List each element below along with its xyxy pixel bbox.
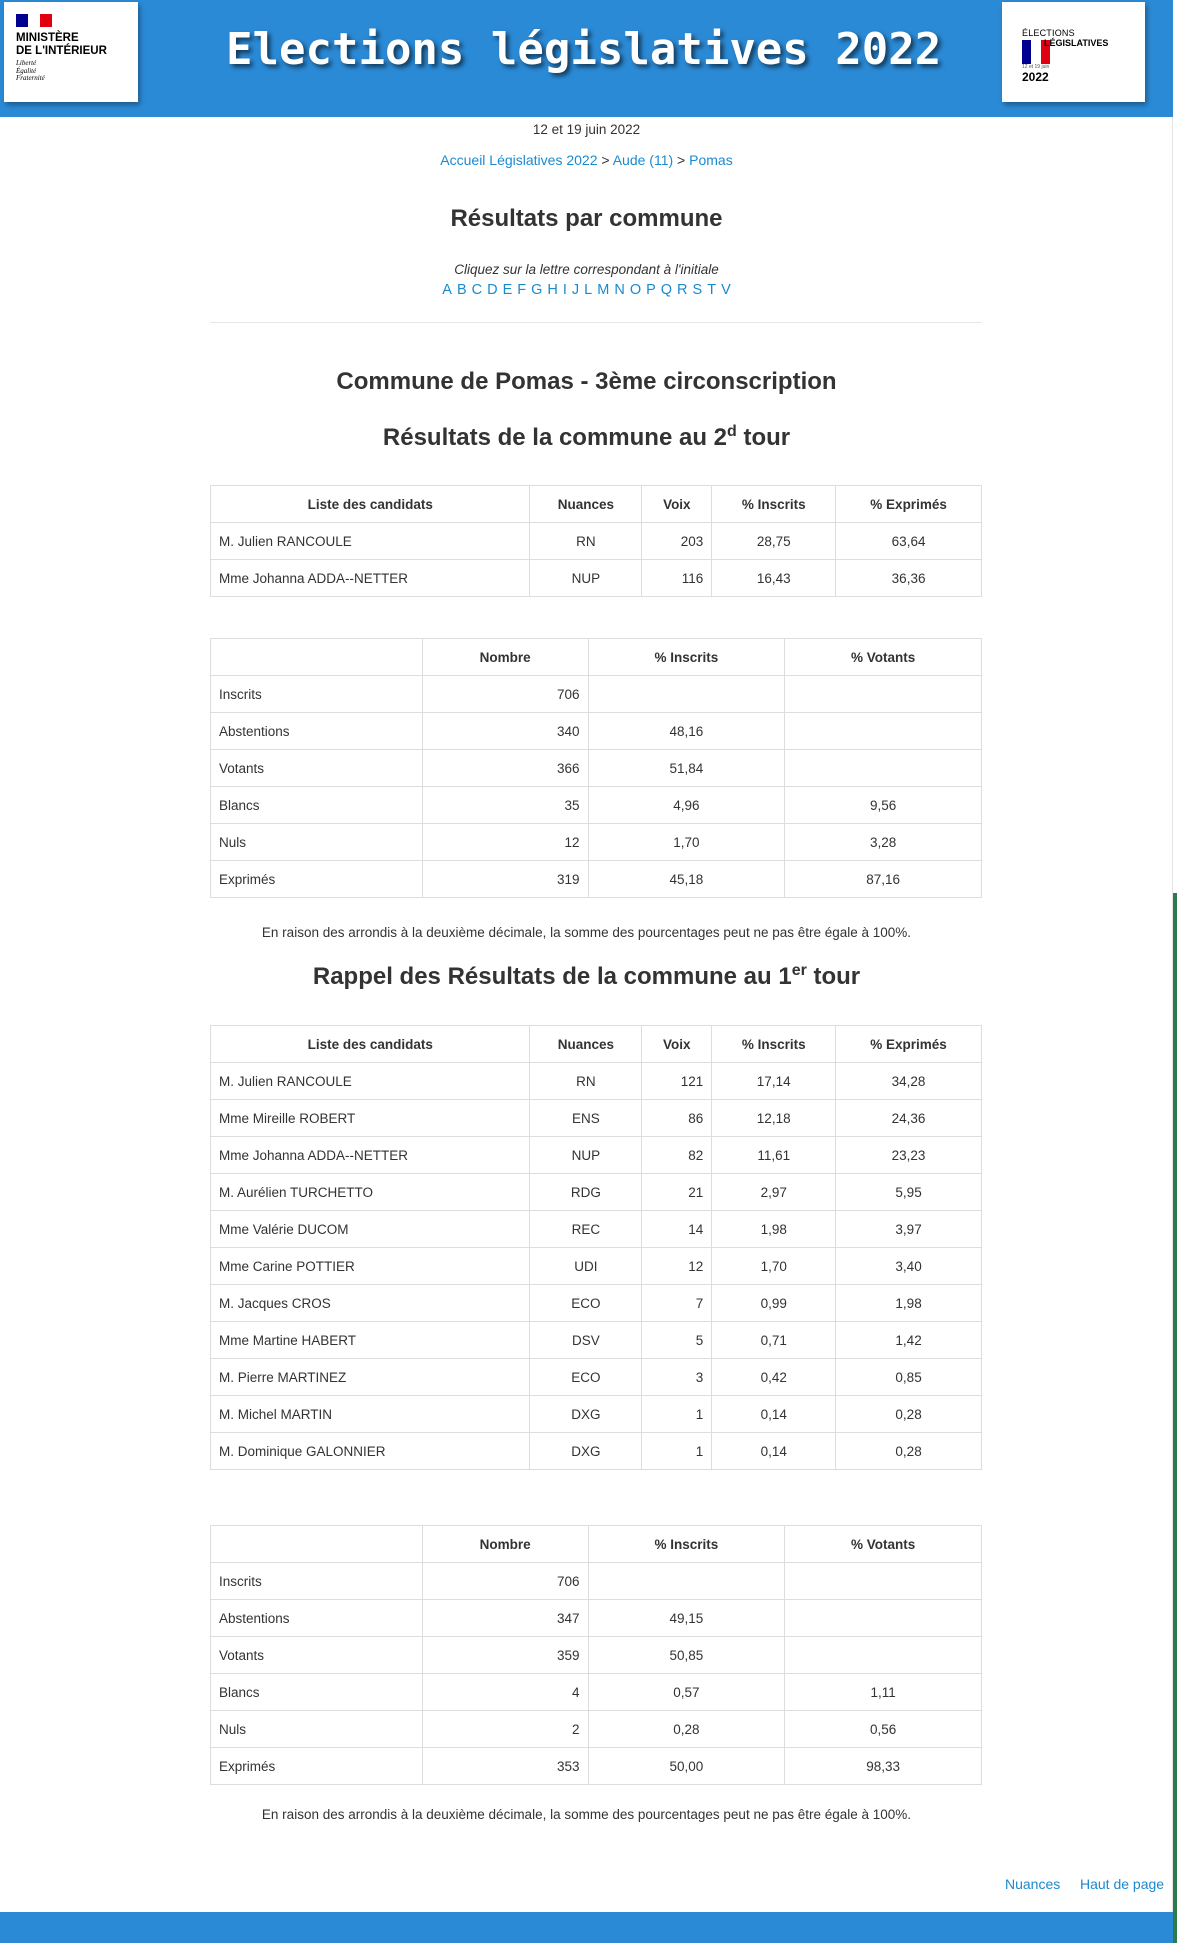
letter-link-h[interactable]: H bbox=[547, 282, 558, 298]
letter-link-c[interactable]: C bbox=[471, 282, 483, 298]
candidate-pct-exprimes: 0,28 bbox=[836, 1433, 982, 1470]
stat-pct-inscrits: 49,15 bbox=[588, 1600, 785, 1637]
candidate-pct-exprimes: 34,28 bbox=[836, 1063, 982, 1100]
tour1-candidates-table bbox=[210, 1025, 982, 1470]
column-header: Liste des candidats bbox=[211, 1026, 530, 1063]
candidate-pct-inscrits: 0,99 bbox=[712, 1285, 836, 1322]
candidate-row bbox=[211, 1211, 982, 1248]
stat-pct-votants: 1,11 bbox=[785, 1674, 982, 1711]
stat-label: Blancs bbox=[211, 1674, 423, 1711]
candidate-pct-exprimes: 23,23 bbox=[836, 1137, 982, 1174]
ministere-line1: MINISTÈRE bbox=[16, 32, 79, 44]
letter-link-f[interactable]: F bbox=[517, 282, 527, 298]
stat-nombre: 2 bbox=[422, 1711, 588, 1748]
candidate-nuance: ECO bbox=[530, 1285, 642, 1322]
stat-pct-inscrits: 50,00 bbox=[588, 1748, 785, 1785]
candidate-pct-exprimes: 3,40 bbox=[836, 1248, 982, 1285]
table-header-row bbox=[211, 486, 982, 523]
candidate-name: M. Dominique GALONNIER bbox=[211, 1433, 530, 1470]
candidate-name: M. Jacques CROS bbox=[211, 1285, 530, 1322]
candidate-nuance: DXG bbox=[530, 1396, 642, 1433]
stat-label: Abstentions bbox=[211, 713, 423, 750]
candidate-name: M. Julien RANCOULE bbox=[211, 523, 530, 560]
tour2-candidates-table bbox=[210, 485, 982, 597]
elections-logo-date: 12 et 19 juin bbox=[1022, 64, 1050, 70]
breadcrumb-dept[interactable]: Aude (11) bbox=[612, 152, 674, 168]
candidate-row bbox=[211, 1174, 982, 1211]
column-header: % Votants bbox=[785, 1526, 982, 1563]
elections-logo-year: 2022 bbox=[1022, 70, 1049, 84]
stat-pct-votants bbox=[785, 1637, 982, 1674]
stat-pct-inscrits: 51,84 bbox=[588, 750, 785, 787]
stat-row bbox=[211, 1600, 982, 1637]
stat-pct-inscrits: 4,96 bbox=[588, 787, 785, 824]
stat-row bbox=[211, 1711, 982, 1748]
letter-link-d[interactable]: D bbox=[487, 282, 498, 298]
letter-link-g[interactable]: G bbox=[531, 282, 543, 298]
candidate-nuance: DXG bbox=[530, 1433, 642, 1470]
column-header: Nuances bbox=[530, 1026, 642, 1063]
stat-label: Inscrits bbox=[211, 676, 423, 713]
column-header: Voix bbox=[642, 486, 712, 523]
candidate-row bbox=[211, 1322, 982, 1359]
footer-bar bbox=[0, 1912, 1173, 1943]
breadcrumb-commune[interactable]: Pomas bbox=[689, 152, 733, 168]
candidate-nuance: UDI bbox=[530, 1248, 642, 1285]
candidate-pct-inscrits: 0,42 bbox=[712, 1359, 836, 1396]
column-header: Liste des candidats bbox=[211, 486, 530, 523]
letter-link-i[interactable]: I bbox=[562, 282, 567, 298]
candidate-pct-inscrits: 17,14 bbox=[712, 1063, 836, 1100]
column-header: % Inscrits bbox=[588, 639, 785, 676]
stat-label: Votants bbox=[211, 750, 423, 787]
table-header-row bbox=[211, 1026, 982, 1063]
candidate-pct-inscrits: 11,61 bbox=[712, 1137, 836, 1174]
stat-pct-inscrits: 0,28 bbox=[588, 1711, 785, 1748]
stat-nombre: 353 bbox=[422, 1748, 588, 1785]
stat-nombre: 347 bbox=[422, 1600, 588, 1637]
column-header: % Inscrits bbox=[588, 1526, 785, 1563]
breadcrumb-separator: > bbox=[601, 152, 610, 168]
candidate-nuance: RN bbox=[530, 523, 642, 560]
candidate-name: M. Aurélien TURCHETTO bbox=[211, 1174, 530, 1211]
candidate-pct-inscrits: 28,75 bbox=[712, 523, 836, 560]
candidate-pct-exprimes: 1,42 bbox=[836, 1322, 982, 1359]
candidate-pct-inscrits: 0,14 bbox=[712, 1396, 836, 1433]
candidate-pct-inscrits: 16,43 bbox=[712, 560, 836, 597]
stat-row bbox=[211, 787, 982, 824]
header-banner bbox=[0, 0, 1173, 117]
breadcrumb bbox=[0, 152, 1173, 168]
stat-pct-votants: 98,33 bbox=[785, 1748, 982, 1785]
election-dates: 12 et 19 juin 2022 bbox=[532, 122, 641, 137]
site-title: Elections législatives 2022 bbox=[226, 24, 942, 75]
candidate-name: Mme Carine POTTIER bbox=[211, 1248, 530, 1285]
elections-logo[interactable] bbox=[1002, 2, 1145, 102]
stat-nombre: 340 bbox=[422, 713, 588, 750]
stat-nombre: 35 bbox=[422, 787, 588, 824]
devise: Liberté Égalité Fraternité bbox=[16, 59, 45, 82]
letter-link-t[interactable]: T bbox=[707, 282, 717, 298]
letter-index bbox=[0, 282, 1173, 298]
ministere-logo[interactable] bbox=[4, 2, 138, 102]
letter-link-b[interactable]: B bbox=[456, 282, 467, 298]
tour2-heading: Résultats de la commune au 2$^d$ tour bbox=[382, 423, 791, 451]
candidate-nuance: ENS bbox=[530, 1100, 642, 1137]
stat-pct-votants bbox=[785, 1600, 982, 1637]
candidate-row bbox=[211, 1063, 982, 1100]
stat-label: Blancs bbox=[211, 787, 423, 824]
candidate-pct-inscrits: 1,70 bbox=[712, 1248, 836, 1285]
stat-pct-votants: 87,16 bbox=[785, 861, 982, 898]
candidate-pct-exprimes: 3,97 bbox=[836, 1211, 982, 1248]
stat-pct-inscrits: 45,18 bbox=[588, 861, 785, 898]
column-header: % Exprimés bbox=[836, 1026, 982, 1063]
stat-row bbox=[211, 1563, 982, 1600]
table-header-row bbox=[211, 639, 982, 676]
stat-row bbox=[211, 676, 982, 713]
candidate-row bbox=[211, 560, 982, 597]
candidate-pct-inscrits: 0,71 bbox=[712, 1322, 836, 1359]
candidate-voix: 82 bbox=[642, 1137, 712, 1174]
candidate-name: M. Michel MARTIN bbox=[211, 1396, 530, 1433]
candidate-voix: 14 bbox=[642, 1211, 712, 1248]
candidate-pct-exprimes: 5,95 bbox=[836, 1174, 982, 1211]
candidate-row bbox=[211, 1433, 982, 1470]
candidate-row bbox=[211, 1100, 982, 1137]
column-header: Nuances bbox=[530, 486, 642, 523]
elections-logo-line1: ÉLECTIONS bbox=[1022, 28, 1075, 38]
candidate-voix: 1 bbox=[642, 1396, 712, 1433]
candidate-voix: 5 bbox=[642, 1322, 712, 1359]
candidate-pct-exprimes: 1,98 bbox=[836, 1285, 982, 1322]
candidate-name: Mme Valérie DUCOM bbox=[211, 1211, 530, 1248]
stat-pct-votants bbox=[785, 750, 982, 787]
letter-hint: Cliquez sur la lettre correspondant à l'initiale bbox=[454, 262, 719, 277]
candidate-pct-inscrits: 12,18 bbox=[712, 1100, 836, 1137]
stat-label: Exprimés bbox=[211, 1748, 423, 1785]
stat-pct-votants: 3,28 bbox=[785, 824, 982, 861]
candidate-voix: 116 bbox=[642, 560, 712, 597]
candidate-voix: 1 bbox=[642, 1433, 712, 1470]
column-header bbox=[211, 1526, 423, 1563]
candidate-voix: 12 bbox=[642, 1248, 712, 1285]
column-header: Nombre bbox=[422, 639, 588, 676]
stat-label: Nuls bbox=[211, 1711, 423, 1748]
stat-label: Votants bbox=[211, 1637, 423, 1674]
candidate-nuance: DSV bbox=[530, 1322, 642, 1359]
candidate-pct-exprimes: 0,28 bbox=[836, 1396, 982, 1433]
candidate-nuance: NUP bbox=[530, 1137, 642, 1174]
window-edge bbox=[1173, 893, 1177, 1943]
stat-row bbox=[211, 824, 982, 861]
tour1-heading: Rappel des Résultats de la commune au 1er tour bbox=[312, 962, 861, 990]
candidate-voix: 203 bbox=[642, 523, 712, 560]
rounding-note: En raison des arrondis à la deuxième décimale, la somme des pourcentages peut ne pas être égale à 100%. bbox=[261, 1807, 912, 1822]
candidate-nuance: NUP bbox=[530, 560, 642, 597]
table-header-row bbox=[211, 1526, 982, 1563]
divider bbox=[210, 322, 982, 323]
candidate-nuance: RDG bbox=[530, 1174, 642, 1211]
letter-link-n[interactable]: N bbox=[614, 282, 625, 298]
candidate-pct-exprimes: 36,36 bbox=[836, 560, 982, 597]
elections-logo-line2: LÉGISLATIVES bbox=[1044, 38, 1109, 48]
stat-pct-inscrits: 1,70 bbox=[588, 824, 785, 861]
breadcrumb-home[interactable]: Accueil Législatives 2022 bbox=[440, 152, 598, 168]
stat-nombre: 12 bbox=[422, 824, 588, 861]
candidate-row bbox=[211, 1359, 982, 1396]
stat-nombre: 706 bbox=[422, 1563, 588, 1600]
column-header: Voix bbox=[642, 1026, 712, 1063]
stat-label: Exprimés bbox=[211, 861, 423, 898]
nuances-link[interactable]: Nuances bbox=[1005, 1876, 1061, 1892]
stat-nombre: 706 bbox=[422, 676, 588, 713]
stat-nombre: 319 bbox=[422, 861, 588, 898]
stat-pct-inscrits: 0,57 bbox=[588, 1674, 785, 1711]
letter-link-p[interactable]: P bbox=[646, 282, 656, 298]
back-to-top-link[interactable]: Haut de page bbox=[1080, 1876, 1165, 1892]
candidate-nuance: REC bbox=[530, 1211, 642, 1248]
stat-row bbox=[211, 713, 982, 750]
candidate-name: M. Pierre MARTINEZ bbox=[211, 1359, 530, 1396]
tour1-stats-table bbox=[210, 1525, 982, 1785]
stat-pct-inscrits: 48,16 bbox=[588, 713, 785, 750]
stat-pct-inscrits bbox=[588, 676, 785, 713]
candidate-pct-exprimes: 24,36 bbox=[836, 1100, 982, 1137]
stat-label: Abstentions bbox=[211, 1600, 423, 1637]
candidate-voix: 86 bbox=[642, 1100, 712, 1137]
candidate-pct-inscrits: 0,14 bbox=[712, 1433, 836, 1470]
letter-link-a[interactable]: A bbox=[442, 282, 452, 298]
stat-row bbox=[211, 1748, 982, 1785]
column-header: % Inscrits bbox=[712, 1026, 836, 1063]
stat-pct-votants: 0,56 bbox=[785, 1711, 982, 1748]
candidate-name: Mme Johanna ADDA--NETTER bbox=[211, 560, 530, 597]
column-header bbox=[211, 639, 423, 676]
letter-link-o[interactable]: O bbox=[629, 282, 642, 298]
letter-link-r[interactable]: R bbox=[677, 282, 688, 298]
candidate-voix: 21 bbox=[642, 1174, 712, 1211]
column-header: Nombre bbox=[422, 1526, 588, 1563]
stat-nombre: 4 bbox=[422, 1674, 588, 1711]
stat-nombre: 366 bbox=[422, 750, 588, 787]
stat-pct-inscrits: 50,85 bbox=[588, 1637, 785, 1674]
stat-row bbox=[211, 750, 982, 787]
candidate-row bbox=[211, 1248, 982, 1285]
stat-pct-votants bbox=[785, 1563, 982, 1600]
french-flag-icon bbox=[16, 14, 52, 27]
column-header: % Inscrits bbox=[712, 486, 836, 523]
candidate-voix: 121 bbox=[642, 1063, 712, 1100]
candidate-pct-inscrits: 2,97 bbox=[712, 1174, 836, 1211]
candidate-nuance: RN bbox=[530, 1063, 642, 1100]
stat-pct-votants bbox=[785, 713, 982, 750]
candidate-voix: 7 bbox=[642, 1285, 712, 1322]
stat-label: Nuls bbox=[211, 824, 423, 861]
candidate-pct-exprimes: 63,64 bbox=[836, 523, 982, 560]
candidate-name: M. Julien RANCOULE bbox=[211, 1063, 530, 1100]
candidate-name: Mme Mireille ROBERT bbox=[211, 1100, 530, 1137]
candidate-row bbox=[211, 1137, 982, 1174]
ministere-line2: DE L'INTÉRIEUR bbox=[16, 45, 107, 57]
letter-link-j[interactable]: J bbox=[571, 282, 580, 298]
letter-link-q[interactable]: Q bbox=[660, 282, 673, 298]
candidate-row bbox=[211, 1396, 982, 1433]
stat-pct-votants bbox=[785, 676, 982, 713]
candidate-nuance: ECO bbox=[530, 1359, 642, 1396]
letter-link-m[interactable]: M bbox=[597, 282, 610, 298]
stat-label: Inscrits bbox=[211, 1563, 423, 1600]
column-header: % Votants bbox=[785, 639, 982, 676]
stat-nombre: 359 bbox=[422, 1637, 588, 1674]
candidate-row bbox=[211, 1285, 982, 1322]
candidate-name: Mme Martine HABERT bbox=[211, 1322, 530, 1359]
stat-pct-inscrits bbox=[588, 1563, 785, 1600]
stat-row bbox=[211, 1674, 982, 1711]
stat-pct-votants: 9,56 bbox=[785, 787, 982, 824]
stat-row bbox=[211, 1637, 982, 1674]
stat-row bbox=[211, 861, 982, 898]
breadcrumb-separator: > bbox=[677, 152, 686, 168]
rounding-note: En raison des arrondis à la deuxième décimale, la somme des pourcentages peut ne pas être égale à 100%. bbox=[261, 925, 912, 940]
candidate-voix: 3 bbox=[642, 1359, 712, 1396]
tour2-stats-table bbox=[210, 638, 982, 898]
candidate-name: Mme Johanna ADDA--NETTER bbox=[211, 1137, 530, 1174]
letter-link-s[interactable]: S bbox=[692, 282, 703, 298]
candidate-pct-inscrits: 1,98 bbox=[712, 1211, 836, 1248]
candidate-pct-exprimes: 0,85 bbox=[836, 1359, 982, 1396]
results-heading: Résultats par commune bbox=[450, 205, 723, 232]
candidate-row bbox=[211, 523, 982, 560]
commune-heading: Commune de Pomas - 3ème circonscription bbox=[336, 368, 837, 395]
column-header: % Exprimés bbox=[836, 486, 982, 523]
letter-link-e[interactable]: E bbox=[502, 282, 513, 298]
letter-link-v[interactable]: V bbox=[721, 282, 731, 298]
letter-link-l[interactable]: L bbox=[584, 282, 593, 298]
